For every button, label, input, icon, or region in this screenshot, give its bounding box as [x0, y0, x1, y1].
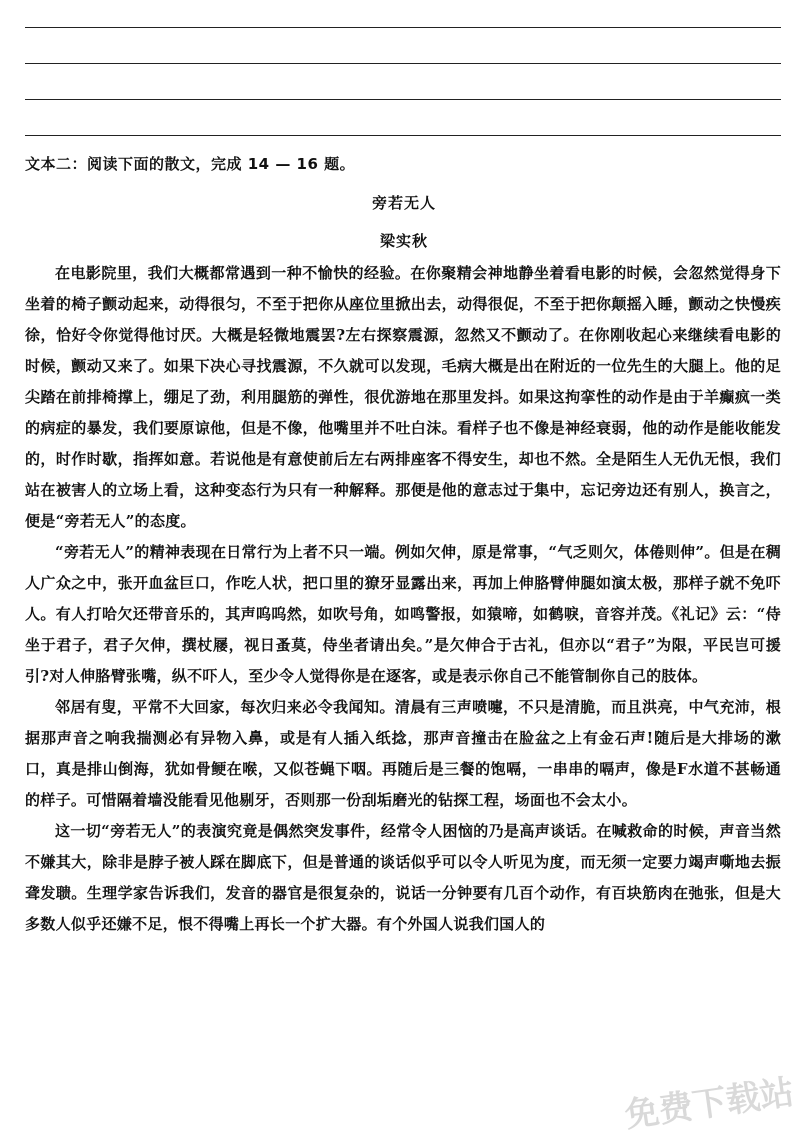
- answer-line-4: [25, 135, 781, 136]
- section-instruction: 文本二：阅读下面的散文，完成 14 — 16 题。: [25, 155, 356, 173]
- paragraph-2: “旁若无人”的精神表现在日常行为上者不只一端。例如欠伸，原是常事，“气乏则欠，体倦则伸”。但是在稠人广众之中，张开血盆巨口，作吃人状，把口里的獠牙显露出来，再加上伸胳臂伸腿如演太极，那样子就不免吓人。有人打哈欠还带音乐的，其声呜呜然，如吹号角，如鸣警报，如猿啼，如鹤唳，音容并茂。《礼记》云：“侍坐于君子，君子欠伸，撰杖屦，视日蚤莫，侍坐者请出矣。”是欠伸合于古礼，但亦以“君子”为限，平民岂可援引?对人伸胳臂张嘴，纵不吓人，至少令人觉得你是在逐客，或是表示你自己不能管制你自己的肢体。: [25, 543, 781, 685]
- answer-line-3: [25, 99, 781, 100]
- answer-line-2: [25, 63, 781, 64]
- paragraph-4: 这一切“旁若无人”的表演究竟是偶然突发事件，经常令人困恼的乃是高声谈话。在喊救命的时候，声音当然不嫌其大，除非是脖子被人踩在脚底下，但是普通的谈话似乎可以令人听见为度，而无须一定要力竭声嘶地去振聋发聩。生理学家告诉我们，发音的器官是很复杂的，说话一分钟要有几百个动作，有百块筋肉在弛张，但是大多数人似乎还嫌不足，恨不得嘴上再长一个扩大器。有个外国人说我们国人的: [25, 822, 781, 933]
- essay-author: 梁实秋: [379, 232, 428, 250]
- paragraph-1: 在电影院里，我们大概都常遇到一种不愉快的经验。在你聚精会神地静坐着看电影的时候，会忽然觉得身下坐着的椅子颤动起来，动得很匀，不至于把你从座位里掀出去，动得很促，不至于把你颠摇入睡，颤动之快慢疾徐，恰好令你觉得他讨厌。大概是轻微地震罢?左右探察震源，忽然又不颤动了。在你刚收起心来继续看电影的时候，颤动又来了。如果下决心寻找震源，不久就可以发现，毛病大概是出在附近的一位先生的大腿上。他的足尖踏在前排椅撑上，绷足了劲，利用腿筋的弹性，很优游地在那里发抖。如果这拘挛性的动作是由于羊癫疯一类的病症的暴发，我们要原谅他，但是不像，他嘴里并不吐白沫。看样子也不像是神经衰弱，他的动作是能收能发的，时作时歇，指挥如意。若说他是有意使前后左右两排座客不得安生，却也不然。全是陌生人无仇无恨，我们站在被害人的立场上看，这种变态行为只有一种解释。那便是他的意志过于集中，忘记旁边还有别人，换言之，便是“旁若无人”的态度。: [25, 264, 781, 530]
- watermark-stamp: 免费下载站: [622, 1072, 797, 1136]
- paragraph-3: 邻居有叟，平常不大回家，每次归来必令我闻知。清晨有三声喷嚏，不只是清脆，而且洪亮，中气充沛，根据那声音之响我揣测必有异物入鼻，或是有人插入纸捻，那声音撞击在脸盆之上有金石声!随后是大排场的漱口，真是排山倒海，犹如骨鲠在喉，又似苍蝇下咽。再随后是三餐的饱嗝，一串串的嗝声，像是F水道不甚畅通的样子。可惜隔着墙没能看见他剔牙，否则那一份刮垢磨光的钻探工程，场面也不会太小。: [25, 698, 781, 809]
- essay-body: [25, 258, 781, 1139]
- essay-title: 旁若无人: [371, 194, 436, 212]
- answer-line-1: [25, 27, 781, 28]
